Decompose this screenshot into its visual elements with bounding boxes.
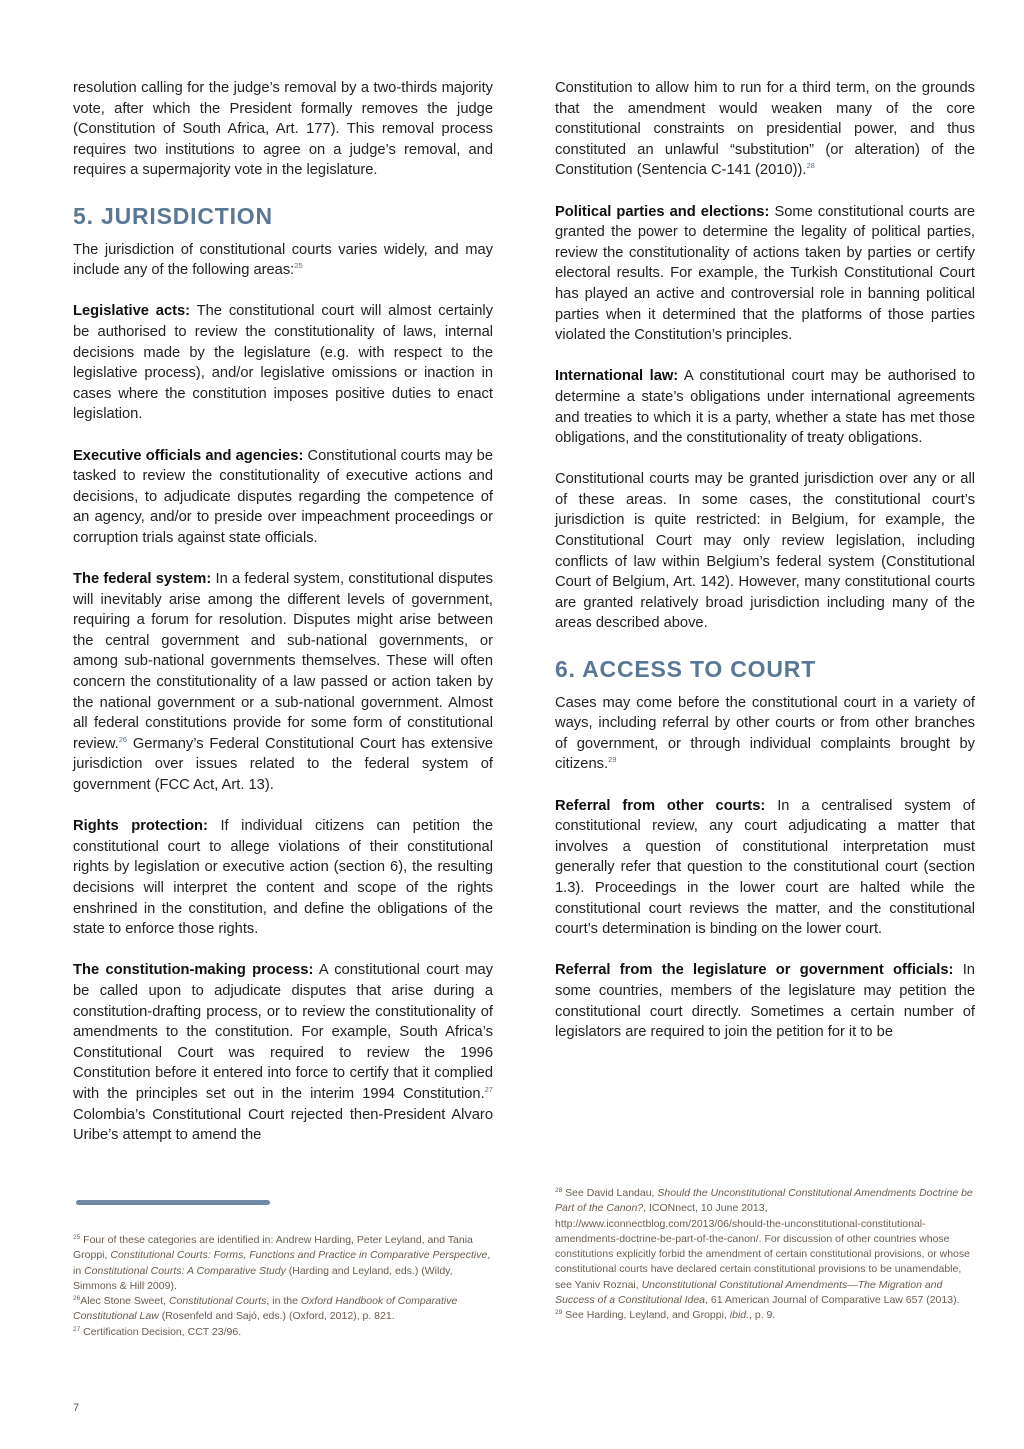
footnote-27-number: 27 — [73, 1325, 81, 1333]
footnote-28-text-c: , 61 American Journal of Comparative Law 657 (2013). — [705, 1294, 960, 1307]
referral-courts-paragraph — [555, 796, 975, 940]
footnote-26-text-b: , in the — [266, 1295, 301, 1308]
page-number: 7 — [73, 1402, 80, 1414]
footnote-25-number: 25 — [73, 1234, 81, 1241]
footnote-ref-29[interactable]: 29 — [608, 755, 617, 765]
section-6-heading: 6. ACCESS TO COURT — [555, 655, 817, 682]
footnote-29-text-b: , p. 9. — [749, 1309, 776, 1322]
footnote-25-text: Four of these categories are identified in: Andrew Harding, Peter Leyland, and Tania Groppi, — [73, 1234, 473, 1262]
rights-protection-lead: Rights protection: — [73, 818, 208, 835]
footnote-28 — [555, 1186, 975, 1308]
legislative-acts-lead: Legislative acts: — [73, 303, 191, 320]
footnote-26-book-title: Oxford Handbook of Comparative Constitutional Law — [73, 1295, 458, 1323]
footnote-28-article-title: Unconstitutional Constitutional Amendments—The Migration and Success of a Constitutional Idea — [555, 1278, 943, 1307]
political-parties-text: Some constitutional courts are granted the power to determine the legality of political parties, review the constitutionality of actions taken by parties or certify electoral results. For example, the Turkish Constitutional Court has played an active and controversial role in banning political parties when it determined that the platforms of those parties violated the Constitution’s principles. — [555, 203, 975, 344]
federal-system-paragraph — [73, 569, 493, 796]
federal-system-text-cont: Germany’s Federal Constitutional Court has extensive jurisdiction over issues related to the federal system of government (FCC Act, Art. 13). — [73, 735, 493, 793]
executive-paragraph — [73, 446, 493, 549]
footnote-ref-26[interactable]: 26 — [118, 734, 128, 744]
referral-courts-lead: Referral from other courts: — [555, 797, 766, 814]
footnote-26-text: Alec Stone Sweet, — [80, 1295, 169, 1308]
international-law-paragraph — [555, 366, 975, 448]
jurisdiction-scope-paragraph: Constitutional courts may be granted jurisdiction over any or all of these areas. In some cases, the constitutional court’s jurisdiction is quite restricted: in Belgium, for example, the Constitutional Court may only review legislation, including conflicts of law within Belgium’s federal system (Constitutional Court of Belgium, Art. 142). However, many constitutional courts are granted relatively broad jurisdiction including many of the areas described above. — [555, 471, 975, 632]
continuation-paragraph — [555, 78, 975, 181]
footnote-25-book-title: Constitutional Courts: A Comparative Study — [84, 1264, 286, 1277]
footnote-ref-27[interactable]: 27 — [484, 1084, 493, 1094]
jurisdiction-intro-paragraph — [73, 240, 493, 281]
footnote-ref-25[interactable]: 25 — [294, 261, 303, 271]
footnotes-left — [73, 1233, 493, 1340]
footnote-28-text-b: , ICONnect, 10 June 2013, http://www.iconnectblog.com/2013/06/should-the-unconstitutional-constitutional-amendments-doctrine-be-part-of-the-canon/. For discussion of other countries whose constitutions explicitly forbid the amendment of certain constitutional provisions, or whose constitutional courts have declared certain constitutional provisions to be unamendable, see Yaniv Roznai, — [555, 1202, 970, 1291]
constitution-making-text: A constitutional court may be called upon to adjudicate disputes that arise during a constitution-drafting process, or to review the constitutionality of amendments to the constitution. For example, South Africa’s Constitutional Court was required to review the 1996 Constitution before it entered into force to certify that it complied with the principles set out in the interim 1994 Constitution. — [73, 962, 493, 1102]
constitution-making-text-cont: Colombia’s Constitutional Court rejected then-President Alvaro Uribe’s attempt to amend the — [73, 1106, 493, 1144]
legislative-acts-text: The constitutional court will almost certainly be authorised to review the constitutionality of laws, internal decisions made by the legislature (e.g. with respect to the legislative process), and/or legislative omissions or inaction in cases where the constitution imposes positive duties to enact legislation. — [73, 303, 493, 423]
international-law-lead: International law: — [555, 368, 679, 385]
footnote-26-number: 26 — [73, 1295, 81, 1303]
left-column — [73, 78, 493, 1166]
access-intro-text: Cases may come before the constitutional court in a variety of ways, including referral by other courts or from other branches of government, or through individual complaints brought by citizens. — [555, 694, 975, 773]
constitution-making-lead: The constitution-making process: — [73, 962, 314, 979]
section-5-heading: 5. JURISDICTION — [73, 202, 273, 229]
footnote-26 — [73, 1294, 493, 1325]
executive-text: Constitutional courts may be tasked to review the constitutionality of executive actions and decisions, to adjudicate disputes regarding the competence of an agency, and/or to preside over impeachment proceedings or corruption trials against state officials. — [73, 447, 493, 546]
access-intro-paragraph — [555, 693, 975, 775]
rights-protection-text: If individual citizens can petition the constitutional court to allege violations of their constitutional rights by legislation or executive action (section 6), the resulting decisions will interpret the content and scope of the rights enshrined in the constitution, and define the obligations of the state to enforce those rights. — [73, 818, 494, 938]
rights-protection-paragraph — [73, 816, 493, 940]
executive-lead: Executive officials and agencies: — [73, 447, 304, 464]
federal-system-lead: The federal system: — [73, 571, 212, 588]
referral-legislature-paragraph — [555, 960, 975, 1042]
federal-system-text: In a federal system, constitutional disputes will inevitably arise among the different levels of government, requiring a forum for resolution. Disputes might arise between the central government and sub-national governments, or among sub-national governments themselves. These will often concern the constitutionality of a law passed or action taken by the national government or a sub-national government. Almost all federal constitutions provide for some form of constitutional review. — [73, 571, 493, 752]
footnote-29-text: See Harding, Leyland, and Groppi, — [562, 1309, 730, 1322]
footnote-26-text-c: (Rosenfeld and Sajó, eds.) (Oxford, 2012), p. 821. — [158, 1310, 395, 1323]
footnote-28-text: See David Landau, — [562, 1187, 658, 1199]
footnote-29-ibid: ibid. — [729, 1309, 750, 1322]
footnote-27-text: Certification Decision, CCT 23/96. — [80, 1325, 242, 1338]
footnote-ref-28[interactable]: 28 — [806, 161, 815, 171]
footnote-25-text-c: (Harding and Leyland, eds.) (Wildy, Simmons & Hill 2009). — [73, 1264, 453, 1292]
referral-legislature-text: In some countries, members of the legislature may petition the constitutional court directly. Sometimes a certain number of legislators are required to join the petition for it to be — [555, 962, 975, 1041]
political-parties-paragraph — [555, 202, 975, 346]
political-parties-lead: Political parties and elections: — [555, 203, 770, 220]
footnote-29-number: 29 — [555, 1309, 563, 1317]
continuation-text: Constitution to allow him to run for a third term, on the grounds that the amendment would weaken many of the core constitutional constraints on presidential power, and thus constituted an unlawful “substitution” (or alteration) of the Constitution (Sentencia C-141 (2010)). — [555, 80, 975, 179]
right-column — [555, 78, 975, 1063]
constitution-making-paragraph — [73, 960, 493, 1145]
footnote-28-number: 28 — [555, 1187, 563, 1194]
footnote-28-title: Should the Unconstitutional Constitutional Amendments Doctrine be Part of the Canon? — [555, 1187, 973, 1215]
referral-courts-text: In a centralised system of constitutional review, any court adjudicating a matter that involves a question of constitutional interpretation must generally refer that question to the constitutional court (section 1.3). Proceedings in the lower court are halted while the constitutional court reviews the matter, and the constitutional court’s determination is binding on the lower court. — [555, 797, 975, 938]
footnote-29 — [555, 1308, 975, 1323]
footnote-separator — [76, 1200, 270, 1205]
legislative-acts-paragraph — [73, 301, 493, 425]
footnote-26-title: Constitutional Courts — [168, 1295, 267, 1308]
footnote-25-title: Constitutional Courts: Forms, Functions and Practice in Comparative Perspective — [110, 1249, 488, 1262]
footnotes-right — [555, 1186, 975, 1324]
footnote-27 — [73, 1325, 493, 1340]
intro-paragraph: resolution calling for the judge’s removal by a two-thirds majority vote, after which the President formally removes the judge (Constitution of South Africa, Art. 177). This removal process requires two institutions to agree on a judge’s removal, and requires a supermajority vote in the legislature. — [73, 80, 493, 179]
footnote-25-text-b: , in — [73, 1249, 491, 1277]
jurisdiction-intro-text: The jurisdiction of constitutional courts varies widely, and may include any of the following areas: — [73, 241, 493, 279]
international-law-text: A constitutional court may be authorised to determine a state’s obligations under international agreements and treaties to which it is a party, whether a state has met those obligations, and the constitutionality of treaty obligations. — [555, 368, 976, 447]
referral-legislature-lead: Referral from the legislature or government officials: — [555, 962, 954, 979]
footnote-25 — [73, 1233, 493, 1294]
